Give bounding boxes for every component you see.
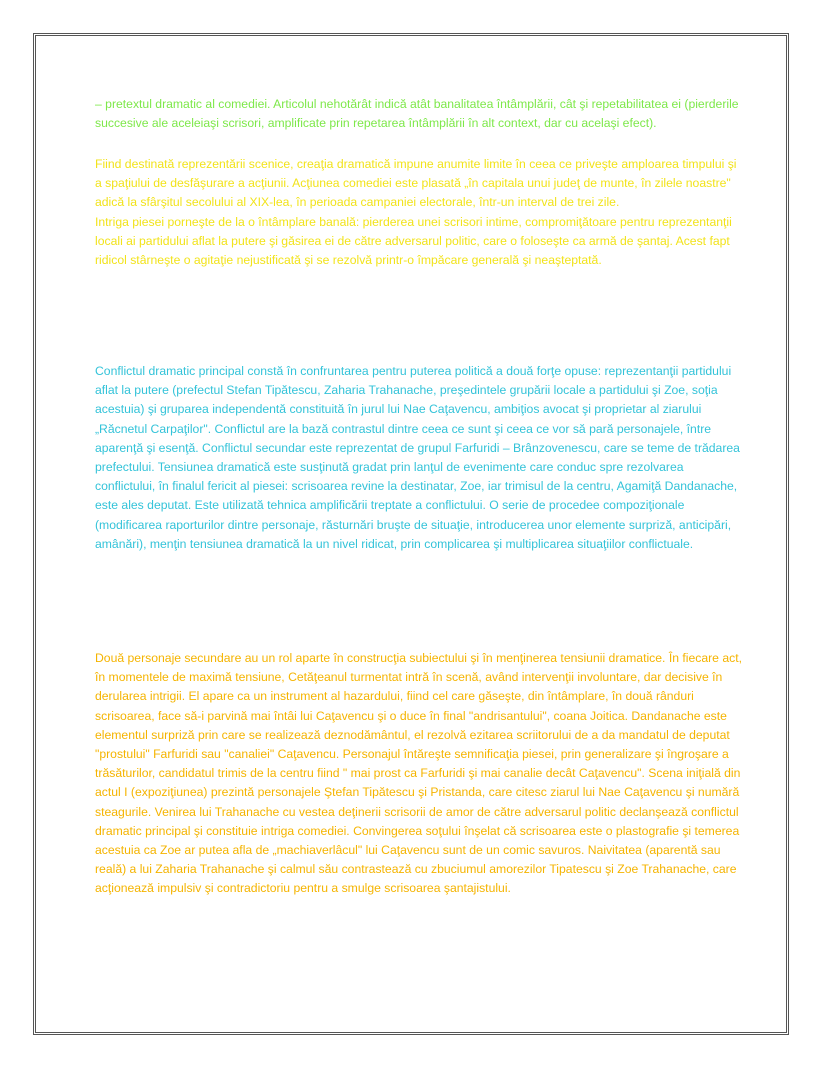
paragraph-yellow	[95, 155, 742, 270]
paragraph-cyan	[95, 362, 742, 554]
paragraph-orange-text: Două personaje secundare au un rol aparte în construcţia subiectului şi în menţinerea tensiunii dramatice. În fiecare act, în momentele de maximă tensiune, Cetăţeanul turmentat intră în scenă, având intervenţii involuntare, dar decisive în derularea intrigii. El apare ca un instrument al hazardului, fiind cel care găseşte, din întâmplare, în două rânduri scrisoarea, face să-i parvină mai întâi lui Caţavencu şi o duce în final "andrisantului", coana Joitica. Dandanache este elementul surpriză prin care se realizează deznodământul, el rezolvă ezitarea scriitorului de a da mandatul de deputat "prostului" Farfuridi sau "canaliei" Caţavencu. Personajul întăreşte semnificaţia piesei, prin generalizare şi îngroşare a trăsăturilor, candidatul trimis de la centru fiind " mai prost ca Farfuridi şi mai canalie decât Caţavencu". Scena iniţială din actul I (expoziţiunea) prezintă personajele Ştefan Tipătescu şi Pristanda, care citesc ziarul lui Nae Caţavencu şi numără steagurile. Venirea lui Trahanache cu vestea deţinerii scrisorii de amor de către adversarul politic declanşează conflictul dramatic principal şi constituie intriga comediei. Convingerea soţului înşelat că scrisoarea este o plastografie şi temerea acestuia ca Zoe ar putea afla de „machiaverlâcul" lui Caţavencu sunt de un comic savuros. Naivitatea (aparentă sau reală) a lui Zaharia Trahanache şi calmul său contrastează cu zbuciumul amorezilor Tipatescu şi Zoe Trahanache, care acţionează impulsiv şi contradictoriu pentru a smulge scrisoarea şantajistului.	[95, 651, 742, 896]
paragraph-green-text: – pretextul dramatic al comediei. Articolul nehotărât indică atât banalitatea întâmplării, cât şi repetabilitatea ei (pierderile succesive ale aceleiaşi scrisori, amplificate prin repetarea întâmplării în alt context, dar cu acelaşi efect).	[95, 97, 739, 131]
paragraph-green	[95, 95, 742, 133]
paragraph-yellow-text-1: Fiind destinată reprezentării scenice, creaţia dramatică impune anumite limite în ceea ce priveşte amploarea timpului şi a spaţiului de desfăşurare a acţiunii. Acţiunea comediei este plasată „în capitala unui judeţ de munte, în zilele noastre" adică la sfârşitul secolului al XIX-lea, în perioada campaniei electorale, într-un interval de trei zile.	[95, 157, 737, 210]
paragraph-cyan-text: Conflictul dramatic principal constă în confruntarea pentru puterea politică a două forţe opuse: reprezentanţii partidului aflat la putere (prefectul Stefan Tipătescu, Zaharia Trahanache, preşedintele grupării locale a partidului şi Zoe, soţia acestuia) şi gruparea independentă constituită în jurul lui Nae Caţavencu, ambiţios avocat şi proprietar al ziarului „Răcnetul Carpaţilor". Conflictul are la bază contrastul dintre ceea ce sunt şi ceea ce vor să pară personajele, între aparenţă şi esenţă. Conflictul secundar este reprezentat de grupul Farfuridi – Brânzovenescu, care se teme de trădarea prefectului. Tensiunea dramatică este susţinută gradat prin lanţul de evenimente care conduc spre rezolvarea conflictului, în finalul fericit al piesei: scrisoarea revine la destinatar, Zoe, iar trimisul de la centru, Agamiţă Dandanache, este ales deputat. Este utilizată tehnica amplificării treptate a conflictului. O serie de procedee compoziţionale (modificarea raporturilor dintre personaje, răsturnări bruşte de situaţie, introducerea unor elemente surpriză, anticipări, amânări), menţin tensiunea dramatică la un nivel ridicat, prin complicarea şi multiplicarea situaţiilor conflictuale.	[95, 364, 740, 551]
paragraph-orange	[95, 649, 742, 899]
paragraph-yellow-text-2: Intriga piesei porneşte de la o întâmplare banală: pierderea unei scrisori intime, compromiţătoare pentru reprezentanţii locali ai partidului aflat la putere şi găsirea ei de către adversarul politic, care o foloseşte ca armă de şantaj. Acest fapt ridicol stârneşte o agitaţie nejustificată şi se rezolvă printr-o împăcare generală şi neaşteptată.	[95, 214, 732, 268]
